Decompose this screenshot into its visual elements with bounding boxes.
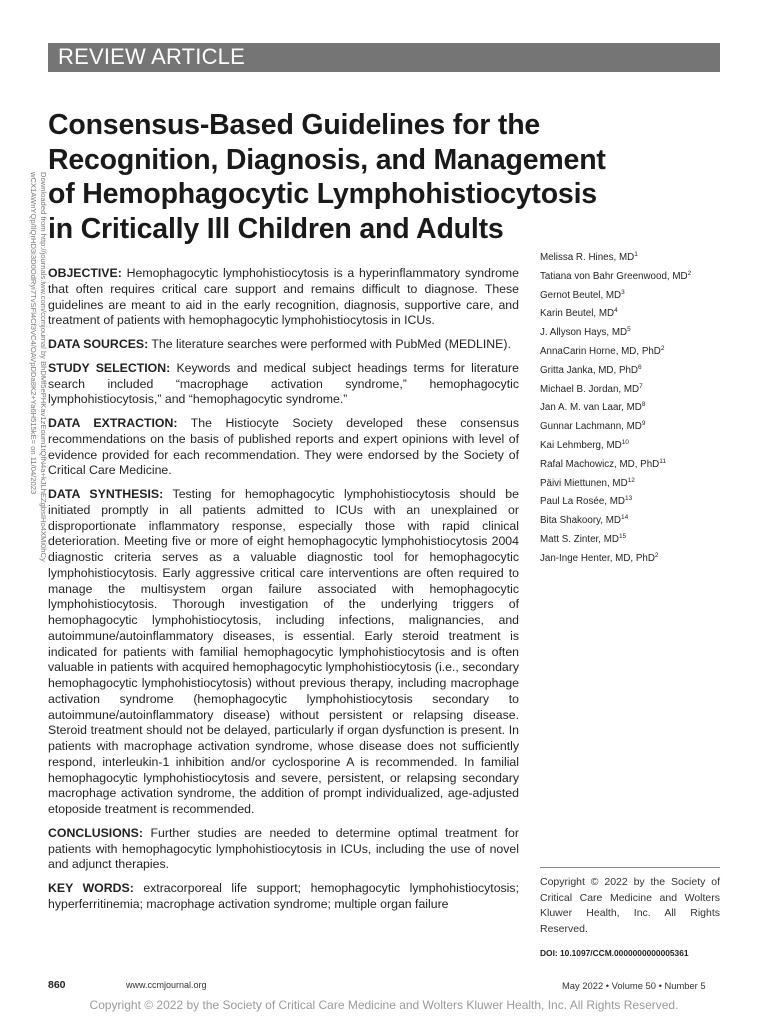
section-text: The Histiocyte Society developed these consensus recommendations on the basis of published reports and expert opinions with level of evidence provided for each recommendation. They were endorsed by the Society of Critical Care Medicine. [48,416,519,478]
divider [540,867,720,868]
section-text: Keywords and medical subject headings terms for literature search included “macrophage activation syndrome,” hemophagocytic lymphohistiocytosis,” and “hemophagocytic syndrome.” [48,360,519,407]
abstract [48,266,519,921]
section-label: DATA SOURCES: [48,337,149,351]
abstract-study-selection [48,361,519,408]
author [540,437,730,456]
author-name: J. Allyson Hays, MD [540,327,628,339]
author [540,249,730,268]
author-name: Jan A. M. van Laar, MD [540,402,642,414]
author-affiliation: 5 [627,326,631,334]
section-label: STUDY SELECTION: [48,360,171,375]
author-affiliation: 13 [624,495,633,503]
section-label: DATA EXTRACTION: [48,416,178,430]
author [540,381,730,400]
abstract-data-extraction [48,416,519,479]
article-title [48,108,688,246]
doi: DOI: 10.1097/CCM.0000000000005361 [540,948,689,958]
page-number: 860 [48,979,66,991]
author-name: Michael B. Jordan, MD [540,383,640,395]
author [540,418,730,437]
section-text: Testing for hemophagocytic lymphohistiocytosis should be initiated promptly in all patients admitted to ICUs with an unexplained or disproportionate inflammatory response, especially those with rapid clinical deterioration. Meeting five or more of eight hemophagocytic lymphohistiocytosis 2004 diagnostic criteria serves as a valuable diagnostic tool for hemophagocytic lymphohistiocytosis. Early aggressive critical care interventions are often required to manage the multisystem organ failure associated with hemophagocytic lymphohistiocytosis. Thorough investigation of the underlying triggers of hemophagocytic lymphohistiocytosis, including infections, malignancies, and autoimmune/autoinflammatory diseases, is essential. Early steroid treatment is indicated for patients with familial hemophagocytic lymphohistiocytosis and is often valuable in patients with acquired hemophagocytic lymphohistiocytosis (i.e., secondary hemophagocytic lymphohistiocytosis) without previous therapy, including macrophage activation syndrome (hemophagocytic lymphohistiocytosis secondary to autoimmune/autoinflammatory disease) without persistent or relapsing disease. Steroid treatment should not be delayed, particularly if organ dysfunction is present. In patients with macrophage activation syndrome, whose disease does not sufficiently respond, interleukin-1 inhibition and/or cyclosporine A is recommended. In familial hemophagocytic lymphohistiocytosis and severe, persistent, or relapsing secondary macrophage activation syndrome, the addition of prompt individualized, age-adjusted etoposide treatment is recommended. [48,487,519,816]
author-affiliation: 9 [641,420,646,428]
author [540,550,730,569]
author [540,324,730,343]
author-name: Gritta Janka, MD, PhD [540,364,638,376]
abstract-conclusions [48,826,519,873]
author-affiliation: 7 [639,382,643,390]
issue-info: May 2022 • Volume 50 • Number 5 [562,980,706,991]
author [540,268,730,287]
section-banner [48,43,720,72]
download-notice-line: Downloaded from http://journals.lww.com/ccmjournal by BhDMf5ePHKav1zEoum1tQfN4a+kJLhEZgbsIHo4XMi0hCy [39,172,48,562]
author-affiliation: 10 [621,438,629,446]
section-label: DATA SYNTHESIS: [48,487,164,501]
author [540,456,730,475]
author-name: Melissa R. Hines, MD [540,252,635,263]
author-name: Paul La Rosée, MD [540,496,625,508]
author-name: Gunnar Lachmann, MD [540,421,642,433]
author [540,531,730,550]
section-text: Further studies are needed to determine optimal treatment for patients with hemophagocytic lymphohistiocytosis in ICUs, including the use of novel and adjunct therapies. [48,825,519,872]
abstract-data-sources [48,337,519,353]
section-text: The literature searches were performed with PubMed (MEDLINE). [151,337,511,351]
author-affiliation: 8 [641,401,646,409]
title-line: in Critically Ill Children and Adults [48,212,504,245]
title-line: Recognition, Diagnosis, and Management [48,143,606,176]
section-text: Hemophagocytic lymphohistiocytosis is a hyperinflammatory syndrome that often requires critical care support and remains difficult to diagnose. These guidelines are meant to aid in the early recognition, diagnosis, supportive care, and treatment of patients with hemophagocytic lymphohistiocytosis in ICUs. [48,266,519,328]
section-label: CONCLUSIONS: [48,825,143,840]
author-list [540,249,730,569]
author [540,399,730,418]
footer-copyright: Copyright © 2022 by the Society of Critical Care Medicine and Wolters Kluwer Health, Inc. All Rights Reserved. [89,998,679,1012]
author-name: Rafal Machowicz, MD, PhD [540,458,660,470]
author-affiliation: 11 [659,457,666,465]
abstract-key-words [48,881,519,913]
download-notice-line: wCX1AWnYQp/IlQrHD3i3D0OdRyi7TvSFl4Cf3VC4/OAVpDDa8K2+Ya6H515kE= on 11/04/2023 [29,172,38,495]
abstract-data-synthesis [48,487,519,818]
author-name: AnnaCarin Horne, MD, PhD [540,345,661,357]
section-label: OBJECTIVE: [48,266,122,280]
author [540,512,730,531]
title-line: of Hemophagocytic Lymphohistiocytosis [48,178,597,210]
author-affiliation: 2 [687,269,692,277]
author-name: Gernot Beutel, MD [540,289,622,301]
author-name: Kai Lehmberg, MD [540,439,622,451]
author [540,287,730,306]
author [540,362,730,381]
section-text: extracorporeal life support; hemophagocytic lymphohistiocytosis; hyperferritinemia; macrophage activation syndrome; multiple organ failure [48,881,519,911]
author [540,305,730,324]
abstract-objective [48,266,519,329]
author [540,475,730,494]
author-name: Päivi Miettunen, MD [540,477,628,489]
author-affiliation: 14 [620,514,629,522]
download-notice [20,172,48,632]
journal-url: www.ccmjournal.org [126,980,207,990]
author-affiliation: 1 [634,251,638,258]
author-affiliation: 15 [618,532,627,540]
copyright-notice: Copyright © 2022 by the Society of Critical Care Medicine and Wolters Kluwer Health, Inc. All Rights Reserved. [540,876,720,935]
author-affiliation: 6 [638,363,642,371]
author-name: Bita Shakoory, MD [540,515,621,527]
section-label: KEY WORDS: [48,881,134,895]
author [540,493,730,512]
author-name: Jan-Inge Henter, MD, PhD [540,552,655,564]
author [540,343,730,362]
title-line: Consensus-Based Guidelines for the [48,109,541,141]
author-affiliation: 4 [614,307,618,315]
author-affiliation: 2 [654,551,659,559]
author-affiliation: 12 [627,476,635,484]
author-affiliation: 2 [660,344,665,352]
author-affiliation: 3 [621,288,625,296]
author-name: Karin Beutel, MD [540,308,615,320]
author-name: Tatiana von Bahr Greenwood, MD [540,270,688,282]
section-label: REVIEW ARTICLE [58,44,245,69]
author-name: Matt S. Zinter, MD [540,533,619,545]
